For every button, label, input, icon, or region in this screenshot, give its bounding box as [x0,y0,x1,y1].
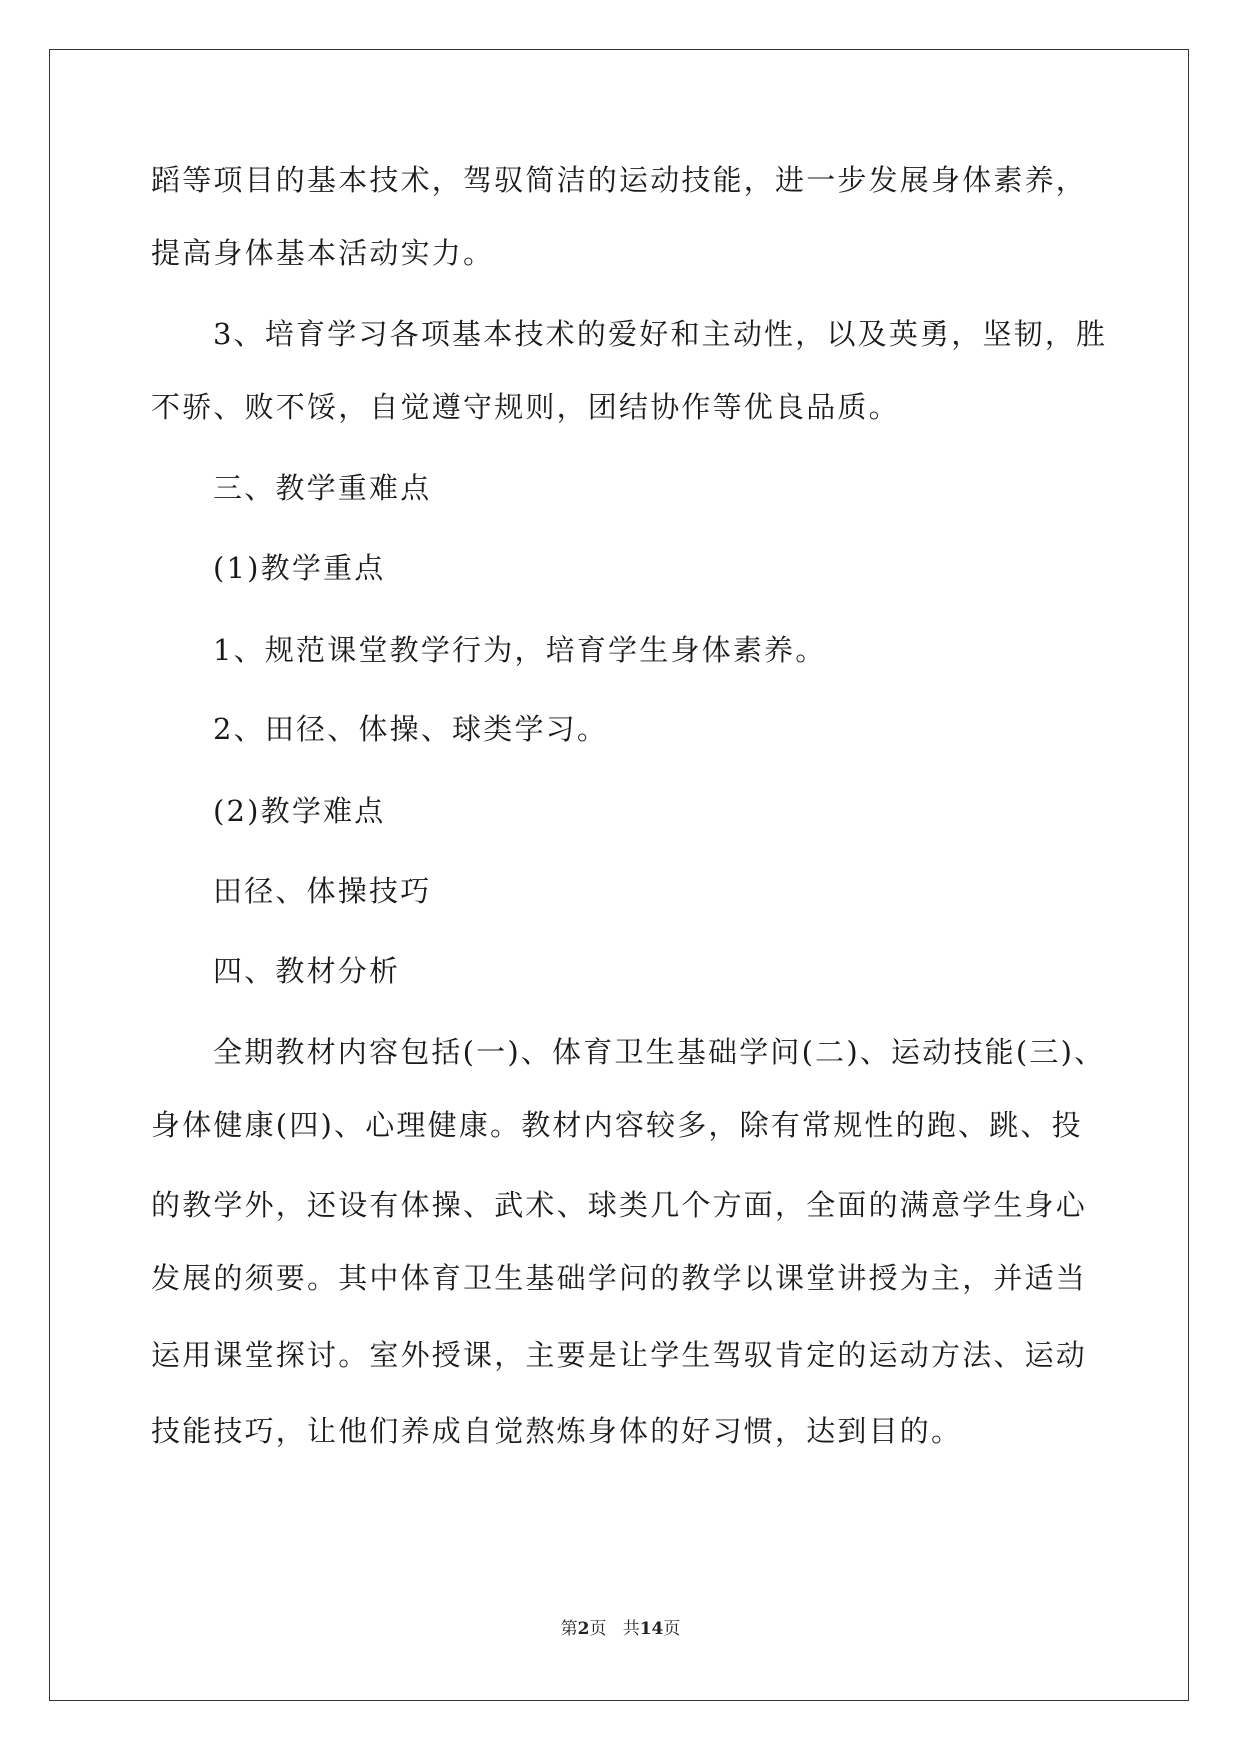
paragraph-line: 身体健康(四)、心理健康。教材内容较多，除有常规性的跑、跳、投 [151,1108,1083,1142]
paragraph-line: 的教学外，还设有体操、武术、球类几个方面，全面的满意学生身心 [151,1188,1088,1222]
total-prefix: 共 [622,1619,640,1639]
page-number: 2 [577,1619,590,1639]
paragraph-line: 3、培育学习各项基本技术的爱好和主动性，以及英勇，坚韧，胜 [213,317,1108,351]
section-heading: 三、教学重难点 [213,471,432,505]
subsection-heading: (2)教学难点 [213,794,386,828]
page-suffix: 页 [589,1619,607,1639]
total-pages: 14 [639,1619,664,1639]
paragraph-line: 提高身体基本活动实力。 [151,236,495,270]
paragraph-line: 1、规范课堂教学行为，培育学生身体素养。 [213,633,827,667]
paragraph-line: 运用课堂探讨。室外授课，主要是让学生驾驭肯定的运动方法、运动 [151,1338,1088,1372]
paragraph-line: 全期教材内容包括(一)、体育卫生基础学问(二)、运动技能(三)、 [213,1035,1106,1069]
paragraph-line: 2、田径、体操、球类学习。 [213,712,609,746]
subsection-heading: (1)教学重点 [213,551,386,585]
paragraph-line: 技能技巧，让他们养成自觉熬炼身体的好习惯，达到目的。 [151,1414,963,1448]
page-footer [0,1614,1241,1639]
page-prefix: 第 [560,1619,578,1639]
paragraph-line: 发展的须要。其中体育卫生基础学问的教学以课堂讲授为主，并适当 [151,1261,1088,1295]
paragraph-line: 田径、体操技巧 [213,874,432,908]
section-heading: 四、教材分析 [213,954,401,988]
paragraph-line: 蹈等项目的基本技术，驾驭简洁的运动技能，进一步发展身体素养， [151,163,1088,197]
paragraph-line: 不骄、败不馁，自觉遵守规则，团结协作等优良品质。 [151,390,900,424]
total-suffix: 页 [663,1619,681,1639]
